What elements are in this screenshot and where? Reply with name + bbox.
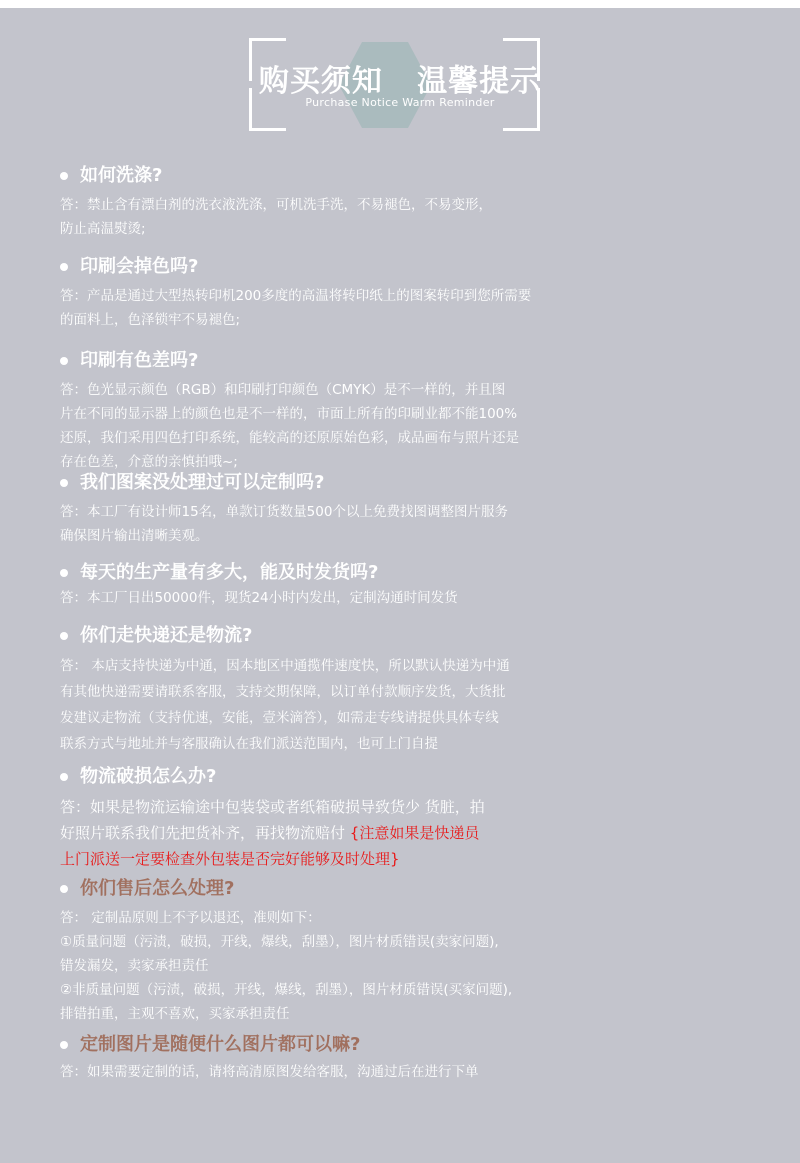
faq-item-after-sales (60, 876, 720, 1026)
bullet-icon (60, 569, 68, 577)
faq-answer: 答：禁止含有漂白剂的洗衣液洗涤，可机洗手洗，不易褪色，不易变形， 防止高温熨烫; (60, 197, 492, 237)
faq-item-washing (60, 163, 720, 241)
faq-item-damage (60, 764, 720, 872)
bullet-icon (60, 172, 68, 180)
faq-answer: 答：本工厂日出50000件，现货24小时内发出，定制沟通时间发货 (60, 590, 458, 606)
faq-item-production (60, 560, 720, 610)
faq-answer: 答：如果需要定制的话，请将高清原图发给客服，沟通过后在进行下单 (60, 1064, 479, 1080)
bullet-icon (60, 479, 68, 487)
faq-item-custom-design (60, 470, 720, 548)
page-header (0, 34, 800, 134)
faq-item-color-difference (60, 348, 720, 474)
bullet-icon (60, 632, 68, 640)
page-title: 购买须知 温馨提示 (258, 64, 542, 99)
faq-question: 定制图片是随便什么图片都可以嘛? (80, 1034, 361, 1055)
faq-answer: 答： 定制品原则上不予以退还，准则如下： ①质量问题（污渍，破损，开线，爆线，刮墨），图片材质错误(卖家问题), 错发漏发，卖家承担责任 ②非质量问题（污渍，破损，开线，爆线，刮墨），图片材质错误(买家问题), 排错拍重，主观不喜欢，买家承担责任 (60, 910, 513, 1022)
faq-answer: 答：本工厂有设计师15名，单款订货数量500个以上免费找图调整图片服务 确保图片输出清晰美观。 (60, 504, 508, 544)
faq-answer: 答：产品是通过大型热转印机200多度的高温将转印纸上的图案转印到您所需要 的面料上，色泽锁牢不易褪色; (60, 288, 532, 328)
faq-question: 你们售后怎么处理? (80, 878, 235, 899)
top-band (0, 0, 800, 8)
warning-note: {注意如果是快递员 (349, 824, 480, 842)
faq-question: 我们图案没处理过可以定制吗? (80, 472, 325, 493)
faq-question: 如何洗涤? (80, 165, 163, 186)
bullet-icon (60, 263, 68, 271)
page-subtitle: Purchase Notice Warm Reminder (305, 96, 495, 109)
faq-item-fading (60, 254, 720, 332)
bullet-icon (60, 1041, 68, 1049)
bullet-icon (60, 773, 68, 781)
faq-question: 物流破损怎么办? (80, 766, 217, 787)
bullet-icon (60, 357, 68, 365)
faq-question: 每天的生产量有多大，能及时发货吗? (80, 562, 379, 583)
faq-answer: 答： 本店支持快递为中通，因本地区中通揽件速度快，所以默认快递为中通 有其他快递需要请联系客服，支持交期保障，以订单付款顺序发货，大货批 发建议走物流（支持优速，安能，壹米滴答），如需走专线请提供具体专线 联系方式与地址并与客服确认在我们派送范围内，也可上门自提 (60, 658, 510, 752)
warning-note: 上门派送一定要检查外包装是否完好能够及时处理} (60, 850, 400, 868)
faq-answer: 答：如果是物流运输途中包装袋或者纸箱破损导致货少 货脏，拍 好照片联系我们先把货补齐，再找物流赔付 {注意如果是快递员 上门派送一定要检查外包装是否完好能够及时处理} (60, 794, 720, 872)
faq-item-custom-image (60, 1032, 720, 1084)
faq-question: 印刷会掉色吗? (80, 256, 199, 277)
faq-answer: 答：色光显示颜色（RGB）和印刷打印颜色（CMYK）是不一样的，并且图 片在不同的显示器上的颜色也是不一样的，市面上所有的印刷业都不能100% 还原，我们采用四色打印系统，能较高的还原原始色彩，成品画布与照片还是 存在色差，介意的亲慎拍哦~; (60, 382, 519, 470)
faq-question: 印刷有色差吗? (80, 350, 199, 371)
faq-question: 你们走快递还是物流? (80, 625, 253, 646)
faq-item-shipping (60, 623, 720, 757)
bullet-icon (60, 885, 68, 893)
